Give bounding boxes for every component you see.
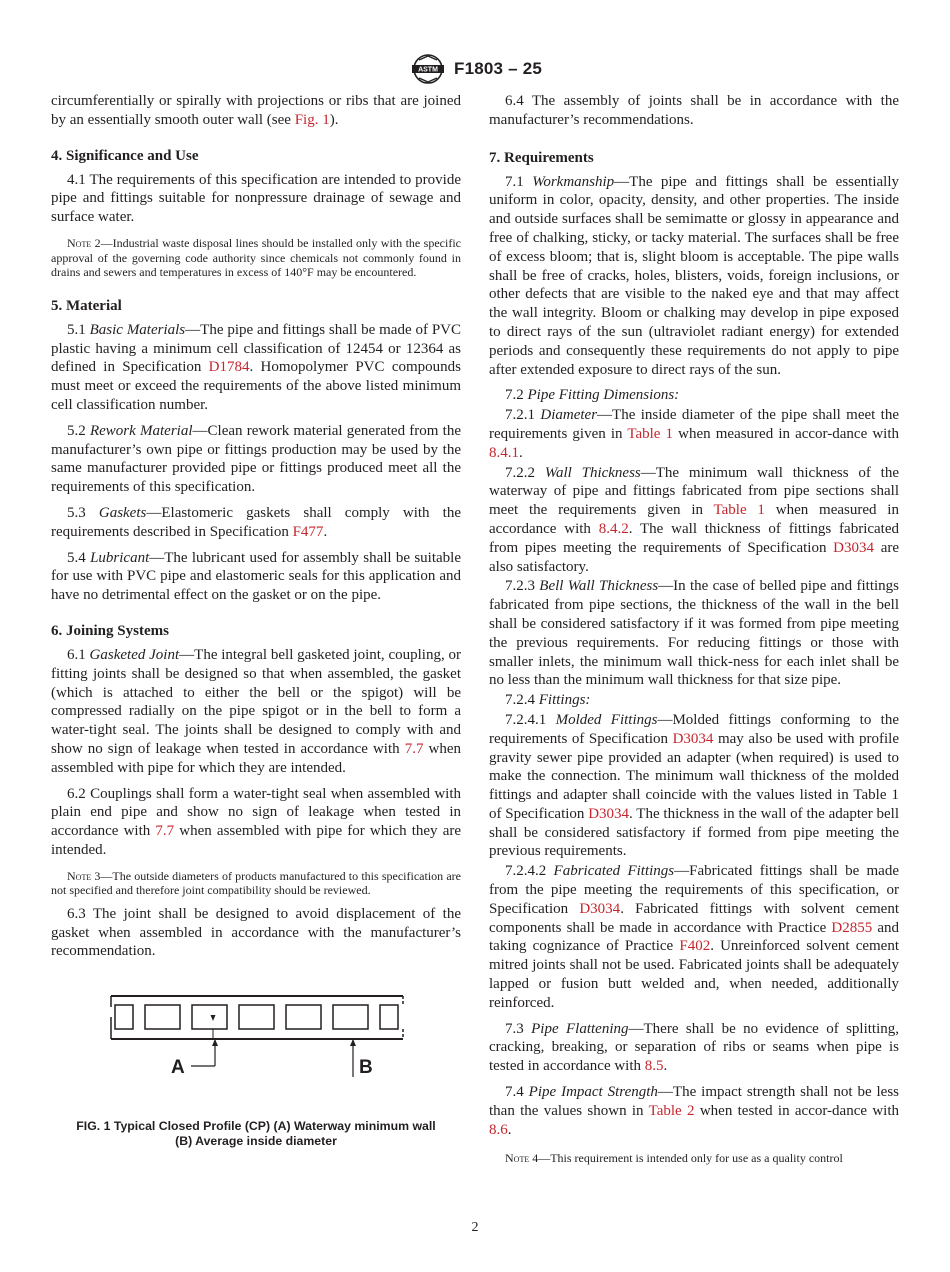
- paragraph-6-3: 6.3 The joint shall be designed to avoid displacement of the gasket when assembled in accordance with the manufacturer’s recommendation.: [51, 905, 461, 960]
- link-8-4-2[interactable]: 8.4.2: [598, 520, 629, 537]
- paragraph-7-2-4-1: 7.2.4.1 Molded Fittings—Molded fittings conforming to the requirements of Specification D3034 may also be used with profile gravity sewer pipe provided an adapter (when required) is used to make the connection. The minimum wall thickness of the molded fittings and adapter shall coincide with the values listed in Table 1 of Specification D3034. The thickness in the wall of the adapter bell shall be considered satisfactory if formed from pipe meeting the previous requirements.: [489, 711, 899, 860]
- section-5-heading: 5. Material: [51, 297, 122, 314]
- link-f402[interactable]: F402: [679, 938, 711, 955]
- link-table-1[interactable]: Table 1: [627, 425, 674, 442]
- paragraph-7-4: 7.4 Pipe Impact Strength—The impact strength shall not be less than the values shown in Table 2 when tested in accor-dance with 8.6.: [489, 1084, 900, 1138]
- paragraph-7-1: 7.1 Workmanship—The pipe and fittings shall be essentially uniform in color, opacity, density, and other properties. The inside and outside surfaces shall be semimatte or glossy in appearance and free of chalking, sticky, or tacky material. The surfaces shall be free of excess bloom; that is, slight bloom is acceptable. The pipe walls shall be free of cracks, holes, blisters, voids, foreign inclusions, or other defects that are visible to the naked eye and that may affect the wall integrity. Bloom or chalking may develop in pipe exposed to direct rays of the sun (ultraviolet radiant energy) for extended periods and consequently these requirements do not apply to pipe after extended exposure to direct rays of the sun.: [489, 173, 899, 378]
- note-4: Note 4—This requirement is intended only for use as a quality control: [505, 1151, 843, 1166]
- paragraph-4-1: 4.1 The requirements of this specification are intended to provide pipe and fittings suitable for nonpressure drainage of sewage and surface water.: [51, 171, 461, 226]
- link-8-4-1[interactable]: 8.4.1: [489, 444, 519, 461]
- figure-label-a: A: [171, 1057, 185, 1079]
- paragraph-continued: circumferentially or spirally with projections or ribs that are joined by an essentially smooth outer wall (see Fig. 1).: [51, 93, 461, 128]
- paragraph-5-2: 5.2 Rework Material—Clean rework material generated from the manufacturer’s own pipe or fittings production may be used by the same manufacturer provided pipe or fittings produced meet all the requirements of this specification.: [51, 422, 461, 496]
- link-7-7[interactable]: 7.7: [155, 823, 175, 840]
- left-column: [51, 92, 461, 1149]
- astm-logo-icon: [408, 52, 448, 86]
- paragraph-6-4: 6.4 The assembly of joints shall be in accordance with the manufacturer’s recommendations.: [489, 93, 899, 128]
- svg-text:ASTM: ASTM: [418, 66, 438, 74]
- paragraph-7-2-2: 7.2.2 Wall Thickness—The minimum wall thickness of the waterway of pipe and fittings fabricated from pipe sections shall meet the requirements given in Table 1 when measured in accordance with 8.4.2. The wall thickness of fittings fabricated from pipes meeting the requirements of Specification D3034 are also satisfactory.: [489, 464, 900, 575]
- arrow-wall-icon: [211, 1015, 216, 1021]
- link-8-5[interactable]: 8.5: [644, 1058, 664, 1075]
- figure-1-caption: FIG. 1 Typical Closed Profile (CP) (A) Waterway minimum wall (B) Average inside diameter: [76, 1119, 436, 1149]
- section-6-heading: 6. Joining Systems: [51, 622, 169, 639]
- paragraph-7-2-4: 7.2.4 Fittings:: [505, 692, 591, 709]
- link-d3034[interactable]: D3034: [588, 805, 630, 822]
- page-number: 2: [471, 1220, 479, 1235]
- figure-1: [51, 991, 461, 1149]
- paragraph-6-2: 6.2 Couplings shall form a water-tight seal when assembled with plain end pipe and show no sign of leakage when tested in accordance with 7.7 when assembled with pipe for which they are intended.: [51, 785, 462, 858]
- link-f477[interactable]: F477: [292, 523, 324, 540]
- closed-profile-diagram: [51, 991, 461, 1113]
- arrow-a-icon: [212, 1039, 218, 1046]
- paragraph-7-2-1: 7.2.1 Diameter—The inside diameter of the pipe shall meet the requirements given in Table 1 when measured in accor-dance with 8.4.1.: [489, 407, 900, 461]
- link-table-2[interactable]: Table 2: [648, 1102, 695, 1119]
- arrow-b-icon: [350, 1039, 356, 1046]
- paragraph-5-3: 5.3 Gaskets—Elastomeric gaskets shall comply with the requirements described in Specification F477.: [51, 504, 461, 540]
- link-d1784[interactable]: D1784: [208, 359, 250, 376]
- paragraph-6-1: 6.1 Gasketed Joint—The integral bell gasketed joint, coupling, or fitting joints shall be designed so that when assembled, the gasket (which is attached to either the bell or the spigot) will be compressed radially on the pipe spigot or in the bell to form a water-tight seal. The joints shall be designed to comply with and show no sign of leakage when tested in accordance with 7.7 when assembled with pipe for which they are intended.: [51, 646, 461, 776]
- section-4-heading: 4. Significance and Use: [51, 147, 199, 164]
- page-header: [0, 52, 950, 86]
- link-d3034[interactable]: D3034: [579, 900, 621, 917]
- paragraph-5-4: 5.4 Lubricant—The lubricant used for assembly shall be suitable for use with PVC pipe and elastomeric seals for this application and have no detrimental effect on the gasket or on the pipe.: [51, 549, 461, 604]
- document-designation: F1803 – 25: [453, 59, 542, 78]
- paragraph-5-1: 5.1 Basic Materials—The pipe and fittings shall be made of PVC plastic having a minimum cell classification of 12454 or 12364 as defined in Specification D1784. Homopolymer PVC compounds must meet or exceed the requirements of the above listed minimum cell classification number.: [51, 321, 462, 413]
- right-column: [489, 92, 899, 1166]
- link-d2855[interactable]: D2855: [831, 919, 873, 936]
- link-d3034[interactable]: D3034: [672, 730, 714, 747]
- link-7-7[interactable]: 7.7: [404, 740, 424, 757]
- link-fig-1[interactable]: Fig. 1: [294, 111, 330, 128]
- paragraph-7-2-3: 7.2.3 Bell Wall Thickness—In the case of belled pipe and fittings fabricated from pipe sections, the thickness of the wall in the bell shall be considered satisfactory if it was formed from pipe meeting the previous requirements. For reducing fittings or those with smaller inlets, the minimum wall thick-ness for each inlet shall be no less than the minimum wall thickness for that size pipe.: [489, 578, 899, 689]
- link-table-1[interactable]: Table 1: [713, 502, 765, 519]
- figure-label-b: B: [359, 1057, 373, 1079]
- paragraph-7-3: 7.3 Pipe Flattening—There shall be no evidence of splitting, cracking, breaking, or separation of ribs or seams when pipe is tested in accordance with 8.5.: [489, 1020, 900, 1075]
- note-2: Note 2—Industrial waste disposal lines should be installed only with the specific approval of the governing code authority since chemicals not commonly found in drains and sewers and temperatures in excess of 140°F may be encountered.: [51, 235, 461, 280]
- paragraph-7-2: 7.2 Pipe Fitting Dimensions:: [505, 387, 680, 404]
- note-3: Note 3—The outside diameters of products manufactured to this specification are not specified and therefore joint compatibility should be reviewed.: [51, 868, 461, 898]
- section-7-heading: 7. Requirements: [489, 149, 594, 166]
- link-d3034[interactable]: D3034: [833, 539, 875, 556]
- paragraph-7-2-4-2: 7.2.4.2 Fabricated Fittings—Fabricated fittings shall be made from the pipe meeting the requirements of this specification, or Specification D3034. Fabricated fittings with solvent cement components shall be made in accordance with Practice D2855 and taking cognizance of Practice F402. Unreinforced solvent cement mitred joints shall not be used. Fabricated joints shall be adequately lapped or fusion butt welded and, when needed, additionally reinforced.: [489, 863, 899, 1011]
- link-8-6[interactable]: 8.6: [489, 1121, 508, 1138]
